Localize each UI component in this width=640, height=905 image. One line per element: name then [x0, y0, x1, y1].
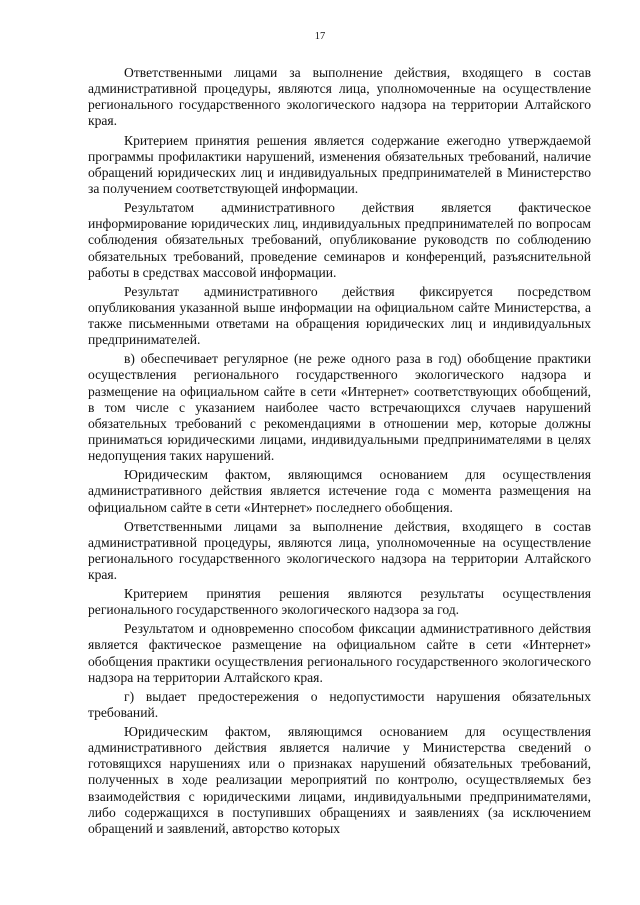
paragraph: Критерием принятия решения являются результаты осуществления регионального государственного экологического надзора за год.: [88, 586, 591, 618]
paragraph: в) обеспечивает регулярное (не реже одного раза в год) обобщение практики осуществления регионального государственного экологического надзора и размещение на официальном сайте в сети «Интернет» соответствующих обобщений, в том числе с указанием наиболее часто встречающихся случаев нарушений обязательных требований с рекомендациями в отношении мер, которые должны приниматься юридическими лицами, индивидуальными предпринимателями в целях недопущения таких нарушений.: [88, 351, 591, 464]
paragraph: Ответственными лицами за выполнение действия, входящего в состав административной процедуры, являются лица, уполномоченные на осуществление регионального государственного экологического надзора на территории Алтайского края.: [88, 65, 591, 129]
paragraph: Критерием принятия решения является содержание ежегодно утверждаемой программы профилактики нарушений, изменения обязательных требований, наличие обращений юридических лиц и индивидуальных предпринимателей в Министерство за получением соответствующей информации.: [88, 132, 591, 196]
paragraph: Ответственными лицами за выполнение действия, входящего в состав административной процедуры, являются лица, уполномоченные на осуществление регионального государственного экологического надзора на территории Алтайского края.: [88, 518, 591, 583]
paragraph: г) выдает предостережения о недопустимости нарушения обязательных требований.: [88, 688, 591, 720]
page-number: 17: [314, 31, 326, 42]
paragraph: Результат административного действия фиксируется посредством опубликования указанной выше информации на официальном сайте Министерства, а также письменными ответами на обращения юридических лиц и индивидуальных предпринимателей.: [88, 283, 591, 348]
paragraph: Результатом административного действия является фактическое информирование юридических лиц, индивидуальных предпринимателей по вопросам соблюдения обязательных требований, опубликование руководств по соблюдению обязательных требований, проведение семинаров и конференций, разъяснительной работы в средствах массовой информации.: [88, 200, 591, 280]
paragraph: Результатом и одновременно способом фиксации административного действия является фактическое размещение на официальном сайте в сети «Интернет» обобщения практики осуществления регионального государственного экологического надзора на территории Алтайского края.: [88, 621, 591, 685]
paragraph: Юридическим фактом, являющимся основанием для осуществления административного действия является наличие у Министерства сведений о готовящихся нарушениях или о признаках нарушений обязательных требований, полученных в ходе реализации мероприятий по контролю, осуществляемых без взаимодействия с юридическими лицами, индивидуальными предпринимателями, либо содержащихся в поступивших обращениях и заявлениях (за исключением обращений и заявлений, авторство которых: [88, 724, 591, 836]
paragraph: Юридическим фактом, являющимся основанием для осуществления административного действия является истечение года с момента размещения на официальном сайте в сети «Интернет» последнего обобщения.: [88, 467, 591, 515]
document-body: [88, 65, 591, 840]
